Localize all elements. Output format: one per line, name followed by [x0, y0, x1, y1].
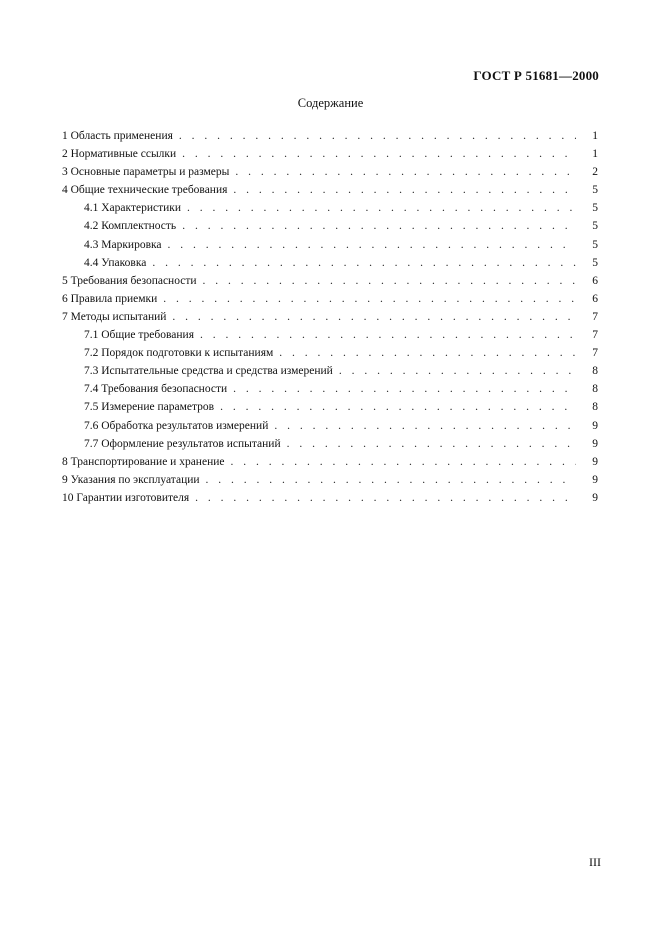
toc-entry — [62, 344, 598, 362]
toc-entry-label: 9 Указания по эксплуатации — [62, 473, 200, 486]
toc-entry-label: 7.1 Общие требования — [84, 329, 194, 342]
toc-entry-page: 8 — [592, 365, 598, 378]
toc-dot-leader — [274, 417, 576, 435]
toc-entry-label: 7.4 Требования безопасности — [84, 383, 228, 396]
toc-dot-leader — [287, 435, 576, 453]
toc-entry-page: 5 — [592, 202, 598, 215]
toc-entry-page: 9 — [592, 419, 598, 432]
toc-entry — [62, 308, 598, 326]
toc-entry — [62, 217, 598, 235]
toc-dot-leader — [172, 308, 576, 326]
toc-entry — [62, 417, 598, 435]
toc-entry-page: 5 — [592, 238, 598, 251]
toc-dot-leader — [200, 326, 576, 344]
toc-dot-leader — [182, 217, 576, 235]
toc-entry-page: 2 — [592, 166, 598, 179]
toc-entry — [62, 181, 598, 199]
toc-entry-label: 6 Правила приемки — [62, 292, 158, 305]
toc-entry — [62, 254, 598, 272]
toc-entry — [62, 489, 598, 507]
toc-entry-label: 4.1 Характеристики — [84, 202, 182, 215]
toc-entry-label: 5 Требования безопасности — [62, 274, 197, 287]
toc-entry-label: 10 Гарантии изготовителя — [62, 491, 190, 504]
toc-entry-page: 8 — [592, 383, 598, 396]
toc-dot-leader — [187, 199, 576, 217]
toc-dot-leader — [179, 127, 576, 145]
toc-entry — [62, 380, 598, 398]
toc-entry-label: 4 Общие технические требования — [62, 184, 228, 197]
toc-dot-leader — [220, 398, 576, 416]
toc-dot-leader — [163, 290, 576, 308]
toc-entry — [62, 272, 598, 290]
page-title: Содержание — [297, 96, 364, 110]
toc-dot-leader — [233, 181, 576, 199]
toc-entry — [62, 435, 598, 453]
toc-dot-leader — [235, 163, 576, 181]
toc-entry-page: 9 — [592, 437, 598, 450]
toc-dot-leader — [195, 489, 576, 507]
toc-dot-leader — [230, 453, 576, 471]
toc-entry-page: 6 — [592, 274, 598, 287]
toc-entry — [62, 145, 598, 163]
toc-entry-page: 9 — [592, 455, 598, 468]
toc-entry-label: 7.2 Порядок подготовки к испытаниям — [84, 347, 274, 360]
toc-entry-label: 7.7 Оформление результатов испытаний — [84, 437, 281, 450]
toc-entry-label: 7.3 Испытательные средства и средства измерений — [84, 365, 333, 378]
toc-entry-page: 7 — [592, 310, 598, 323]
toc-entry-label: 7 Методы испытаний — [62, 310, 167, 323]
toc-entry — [62, 199, 598, 217]
toc-entry-page: 8 — [592, 401, 598, 414]
toc-entry — [62, 326, 598, 344]
toc-dot-leader — [152, 254, 576, 272]
page-number: III — [589, 855, 601, 869]
toc-entry-page: 1 — [592, 148, 598, 161]
toc-entry — [62, 362, 598, 380]
toc-entry — [62, 453, 598, 471]
toc-entry — [62, 398, 598, 416]
toc-dot-leader — [182, 145, 576, 163]
toc-dot-leader — [339, 362, 576, 380]
document-code: ГОСТ Р 51681—2000 — [473, 68, 599, 83]
toc-entry — [62, 127, 598, 145]
toc-dot-leader — [203, 272, 576, 290]
toc-entry-page: 5 — [592, 256, 598, 269]
toc-entry-page: 7 — [592, 329, 598, 342]
toc-entry-label: 7.5 Измерение параметров — [84, 401, 215, 414]
toc-entry — [62, 471, 598, 489]
toc-dot-leader — [206, 471, 576, 489]
toc-dot-leader — [233, 380, 576, 398]
toc-entry-page: 9 — [592, 491, 598, 504]
toc-entry-label: 4.4 Упаковка — [84, 256, 147, 269]
toc-entry-page: 6 — [592, 292, 598, 305]
toc-dot-leader — [168, 236, 576, 254]
toc-entry-page: 1 — [592, 130, 598, 142]
toc-entry-label: 1 Область применения — [62, 130, 173, 142]
toc-entry-page: 5 — [592, 184, 598, 197]
toc-entry — [62, 163, 598, 181]
toc-entry-label: 4.3 Маркировка — [84, 238, 162, 251]
toc-entry-page: 9 — [592, 473, 598, 486]
toc-dot-leader — [279, 344, 576, 362]
toc-entry — [62, 290, 598, 308]
toc-entry-label: 8 Транспортирование и хранение — [62, 455, 225, 468]
toc-entry-label: 3 Основные параметры и размеры — [62, 166, 230, 179]
toc-entry — [62, 236, 598, 254]
toc-entry-label: 2 Нормативные ссылки — [62, 148, 177, 161]
toc-entry-label: 4.2 Комплектность — [84, 220, 177, 233]
toc-entry-page: 7 — [592, 347, 598, 360]
toc-entry-label: 7.6 Обработка результатов измерений — [84, 419, 269, 432]
table-of-contents — [62, 127, 598, 507]
toc-entry-page: 5 — [592, 220, 598, 233]
